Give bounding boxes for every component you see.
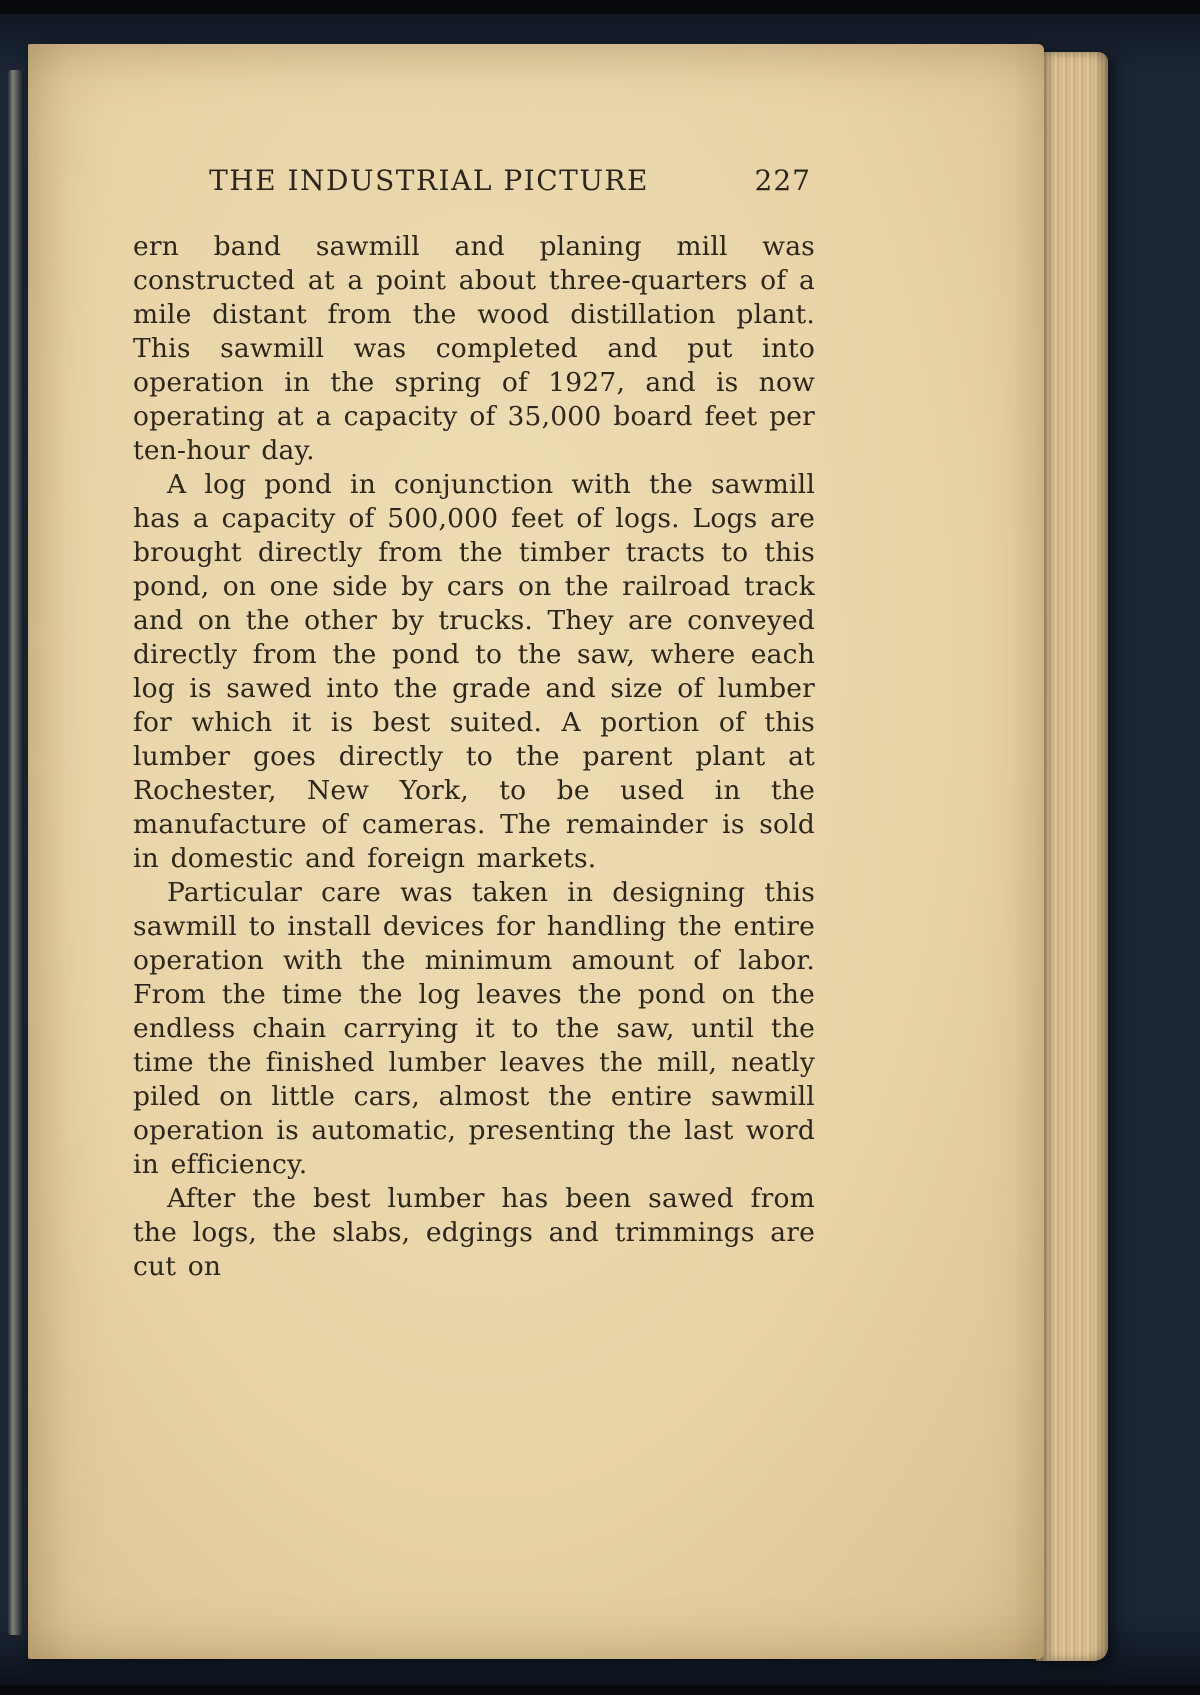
body-paragraph: A log pond in conjunction with the sawmill has a capacity of 500,000 feet of logs. Logs are brought directly from the timber tracts to this pond, on one side by cars on the railroad track and on the other by trucks. They are conveyed directly from the pond to the saw, where each log is sawed into the grade and size of lumber for which it is best suited. A portion of this lumber goes directly to the parent plant at Rochester, New York, to be used in the manufacture of cameras. The remainder is sold in domestic and foreign markets. [133, 469, 815, 874]
cover-bottom-edge [0, 1685, 1200, 1695]
cover-top-edge [0, 0, 1200, 14]
page-header [133, 164, 815, 208]
body-paragraph: Particular care was taken in designing this sawmill to install devices for handling the entire operation with the minimum amount of labor. From the time the log leaves the pond on the endless chain carrying it to the saw, until the time the finished lumber leaves the mill, neatly piled on little cars, almost the entire sawmill operation is automatic, presenting the last word in efficiency. [133, 877, 815, 1180]
page-number: 227 [754, 164, 811, 197]
page-title: THE INDUSTRIAL PICTURE [209, 164, 649, 197]
body-paragraph: ern band sawmill and planing mill was constructed at a point about three-quarters of a mile distant from the wood distillation plant. This sawmill was completed and put into operation in the spring of 1927, and is now operating at a capacity of 35,000 board feet per ten-hour day. [133, 231, 815, 466]
right-page-stack-edges [1036, 52, 1108, 1661]
left-page-edges [8, 70, 22, 1635]
book-page [28, 44, 1044, 1659]
body-text [133, 230, 815, 1284]
body-paragraph: After the best lumber has been sawed from the logs, the slabs, edgings and trimmings are cut on [133, 1183, 815, 1282]
text-column [133, 164, 815, 1284]
